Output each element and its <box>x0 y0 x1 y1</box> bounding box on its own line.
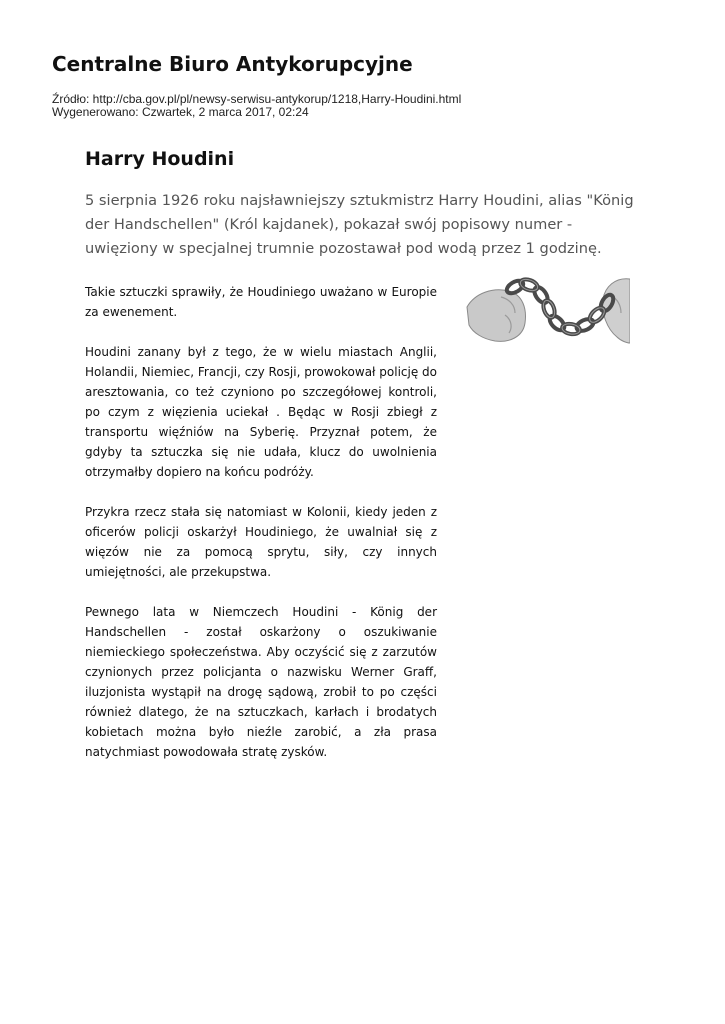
document-meta <box>52 93 461 119</box>
generated-line: Wygenerowano: Czwartek, 2 marca 2017, 02:24 <box>52 105 309 119</box>
article-paragraph: Pewnego lata w Niemczech Houdini - König der Handschellen - został oskarżony o oszukiwanie niemieckiego społeczeństwa. Aby oczyścić się z zarzutów czynionych przez policjanta o nazwisku Werner Graff, iluzjonista wystąpił na drogę sądową, zrobił to po części również dlatego, że na sztuczkach, karłach i brodatych kobietach można było nieźle zarobić, a zła prasa natychmiast powodowała stratę zysków. <box>85 605 437 759</box>
source-line: Źródło: http://cba.gov.pl/pl/newsy-serwisu-antykorup/1218,Harry-Houdini.html <box>52 92 462 106</box>
article-body <box>85 282 437 782</box>
article-paragraph: Houdini zanany był z tego, że w wielu miastach Anglii, Holandii, Niemiec, Francji, czy Rosji, prowokował policję do aresztowania, co też czyniono po szczegółowej kontroli, po czym z więzienia uciekał . Będąc w Rosji zbiegł z transportu więźniów na Syberię. Przyznał potem, że gdyby ta sztuczka się nie udała, klucz do uwolnienia otrzymałby dopiero na końcu podróży. <box>85 345 437 479</box>
site-title: Centralne Biuro Antykorupcyjne <box>52 52 413 76</box>
article-paragraph: Takie sztuczki sprawiły, że Houdiniego uważano w Europie za ewenement. <box>85 285 437 319</box>
article-paragraph: Przykra rzecz stała się natomiast w Kolonii, kiedy jeden z oficerów policji oskarżył Houdiniego, że uwalniał się z więzów nie za pomocą sprytu, siły, czy innych umiejętności, ale przekupstwa. <box>85 505 437 579</box>
article-title: Harry Houdini <box>85 148 235 170</box>
chain-hands-photo <box>465 275 630 345</box>
article-lead: 5 sierpnia 1926 roku najsławniejszy sztukmistrz Harry Houdini, alias "König der Handschellen" (Król kajdanek), pokazał swój popisowy numer - uwięziony w specjalnej trumnie pozostawał pod wodą przez 1 godzinę. <box>85 192 634 257</box>
